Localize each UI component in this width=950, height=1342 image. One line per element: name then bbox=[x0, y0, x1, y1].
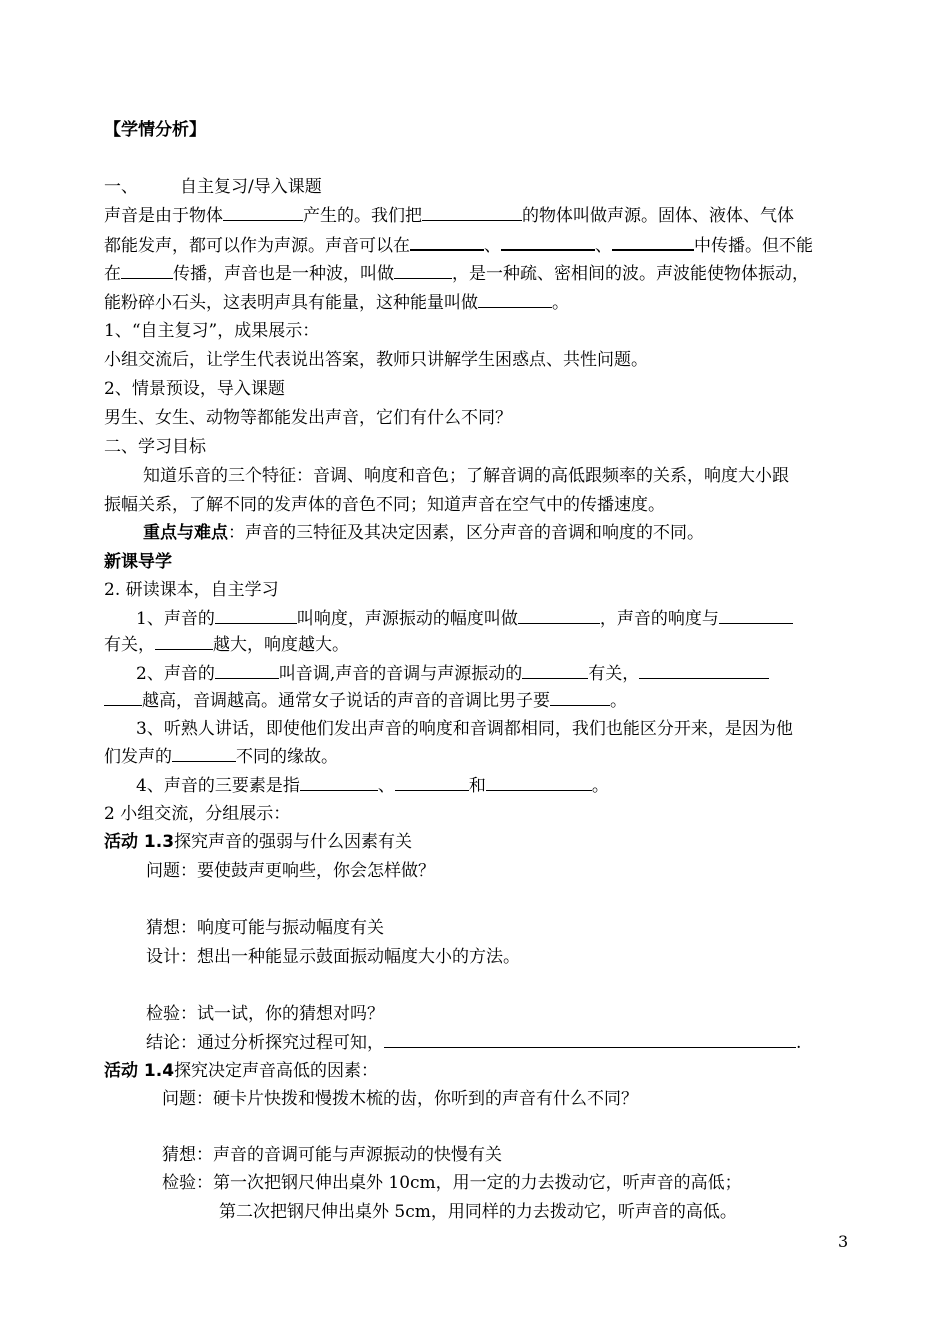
activity-1-3-design: 设计：想出一种能显示鼓面振动幅度大小的方法。 bbox=[146, 947, 520, 967]
section-2-title: 二、学习目标 bbox=[104, 437, 206, 457]
fill-blank[interactable] bbox=[478, 290, 552, 308]
activity-1-3-title: 活动 1.3探究声音的强弱与什么因素有关 bbox=[104, 832, 413, 852]
activity-1-4-label: 活动 1.4 bbox=[104, 1061, 175, 1081]
section-1-title bbox=[104, 174, 950, 200]
fill-blank[interactable] bbox=[172, 744, 236, 762]
review-line-3: 在 传播，声音也是一种波，叫做 ，是一种疏、密相间的波。声波能使物体振动， bbox=[104, 261, 950, 287]
activity-1-4-guess: 猜想：声音的音调可能与声源振动的快慢有关 bbox=[162, 1145, 502, 1165]
activity-1-4-check-1: 检验：第一次把钢尺伸出桌外 10cm，用一定的力去拨动它，听声音的高低； bbox=[162, 1173, 742, 1193]
fill-blank[interactable] bbox=[550, 688, 610, 706]
fill-blank[interactable] bbox=[518, 606, 600, 624]
item-2-title: 2、情景预设，导入课题 bbox=[104, 379, 285, 399]
fill-blank[interactable] bbox=[501, 232, 595, 251]
fill-blank[interactable] bbox=[215, 606, 297, 624]
activity-1-3-question: 问题：要使鼓声更响些，你会怎样做？ bbox=[146, 861, 435, 881]
activity-1-3-conclusion: 结论：通过分析探究过程可知， . bbox=[146, 1030, 950, 1056]
goal-line-2: 振幅关系，了解不同的发声体的音色不同；知道声音在空气中的传播速度。 bbox=[104, 495, 665, 515]
key-text: ：声音的三特征及其决定因素，区分声音的音调和响度的不同。 bbox=[228, 523, 704, 543]
fill-blank[interactable] bbox=[410, 232, 484, 251]
question-2-line-2: 越高，音调越高。通常女子说话的声音的音调比男子要 。 bbox=[104, 688, 950, 714]
question-1-line-1: 1、声音的 叫响度，声源振动的幅度叫做 ，声音的响度与 bbox=[136, 606, 950, 632]
activity-1-4-check-2: 第二次把钢尺伸出桌外 5cm，用同样的力去拨动它，听声音的高低。 bbox=[219, 1202, 737, 1222]
review-line-1: 声音是由于物体 产生的。我们把 的物体叫做声源。固体、液体、气体 bbox=[104, 203, 950, 229]
section-1-title-text: 自主复习/导入课题 bbox=[180, 177, 322, 197]
item-1-title: 1、“自主复习”，成果展示： bbox=[104, 321, 320, 341]
fill-blank[interactable] bbox=[522, 661, 588, 679]
item-1-text: 小组交流后，让学生代表说出答案，教师只讲解学生困惑点、共性问题。 bbox=[104, 350, 648, 370]
question-1-line-2: 有关， 越大，响度越大。 bbox=[104, 632, 950, 658]
fill-blank[interactable] bbox=[486, 773, 592, 791]
page-number: 3 bbox=[838, 1232, 849, 1251]
key-points bbox=[143, 520, 950, 546]
fill-blank[interactable] bbox=[719, 606, 793, 624]
fill-blank[interactable] bbox=[300, 773, 378, 791]
question-3-line-2: 们发声的 不同的缘故。 bbox=[104, 744, 950, 770]
activity-1-4-title: 活动 1.4探究决定声音高低的因素： bbox=[104, 1061, 379, 1081]
item-2-text: 男生、女生、动物等都能发出声音，它们有什么不同？ bbox=[104, 408, 512, 428]
fill-blank[interactable] bbox=[612, 232, 694, 251]
fill-blank[interactable] bbox=[223, 203, 303, 221]
activity-1-3-guess: 猜想：响度可能与振动幅度有关 bbox=[146, 918, 384, 938]
activity-1-3-check: 检验：试一试，你的猜想对吗？ bbox=[146, 1004, 384, 1024]
question-3-line-1: 3、听熟人讲话，即使他们发出声音的响度和音调都相同，我们也能区分开来，是因为他 bbox=[136, 719, 793, 739]
fill-blank[interactable] bbox=[104, 688, 142, 706]
question-4: 4、声音的三要素是指 、 和 。 bbox=[136, 773, 950, 799]
fill-blank[interactable] bbox=[121, 261, 173, 279]
fill-blank[interactable] bbox=[639, 661, 769, 679]
key-label: 重点与难点 bbox=[143, 523, 228, 543]
conclusion-blank[interactable] bbox=[384, 1030, 796, 1048]
question-2-line-1: 2、声音的 叫音调,声音的音调与声源振动的 有关， bbox=[136, 661, 950, 687]
section-heading: 【学情分析】 bbox=[104, 120, 206, 140]
fill-blank[interactable] bbox=[422, 203, 522, 221]
section-3-title: 新课导学 bbox=[104, 552, 172, 572]
fill-blank[interactable] bbox=[215, 661, 279, 679]
review-line-2: 都能发声，都可以作为声源。声音可以在 、 、 中传播。但不能 bbox=[104, 232, 950, 259]
fill-blank[interactable] bbox=[394, 261, 452, 279]
group-share: 2 小组交流，分组展示： bbox=[104, 804, 291, 824]
fill-blank[interactable] bbox=[395, 773, 469, 791]
goal-line-1: 知道乐音的三个特征：音调、响度和音色；了解音调的高低跟频率的关系，响度大小跟 bbox=[143, 466, 789, 486]
review-line-4: 能粉碎小石头，这表明声具有能量，这种能量叫做 。 bbox=[104, 290, 950, 316]
section-3-sub: 2. 研读课本，自主学习 bbox=[104, 580, 279, 600]
fill-blank[interactable] bbox=[155, 632, 213, 650]
section-1-number: 一、 bbox=[104, 177, 138, 197]
activity-1-3-label: 活动 1.3 bbox=[104, 832, 175, 852]
activity-1-4-question: 问题：硬卡片快拨和慢拨木梳的齿，你听到的声音有什么不同？ bbox=[162, 1089, 638, 1109]
